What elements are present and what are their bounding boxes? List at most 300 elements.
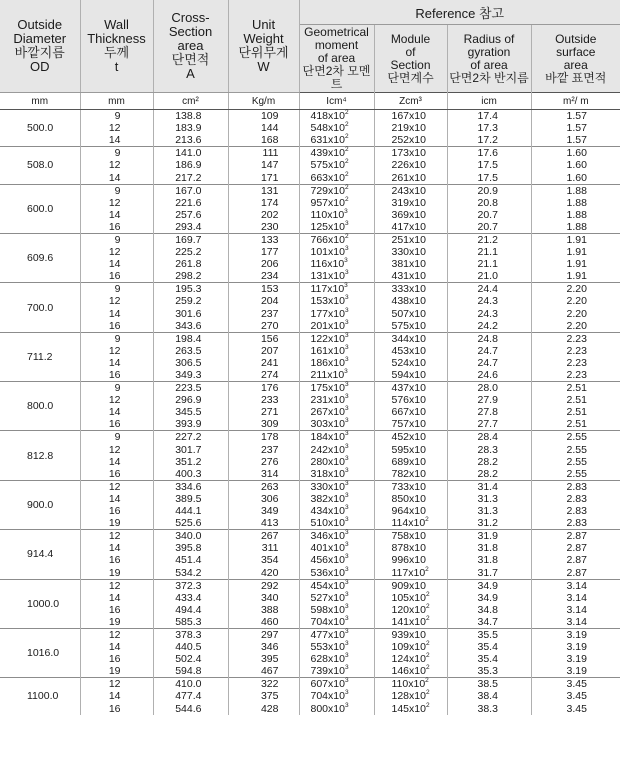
- outside-surface-area-cell: 3.19: [566, 641, 587, 654]
- radius-of-gyration-cell: 20.8: [447, 197, 531, 209]
- radius-of-gyration-cell: 31.2: [447, 517, 531, 530]
- geometrical-moment-cell: [299, 418, 374, 431]
- table-row: [0, 345, 620, 357]
- outside-surface-area-cell: 2.23: [566, 356, 587, 369]
- moment-exponent: 3: [344, 269, 349, 277]
- outside-surface-area-cell: 1.88: [566, 208, 587, 221]
- module-of-section-cell: [374, 209, 447, 221]
- outside-surface-area-cell: 2.55: [566, 455, 587, 468]
- table-row: [0, 678, 620, 691]
- wall-thickness-cell: 12: [80, 394, 153, 406]
- radius-of-gyration-cell: 24.3: [447, 295, 531, 307]
- radius-of-gyration-cell: 17.2: [447, 134, 531, 147]
- unit-weight-cell: 237: [228, 308, 299, 320]
- unit-label: icm: [447, 93, 531, 110]
- moment-exponent: 3: [344, 516, 349, 524]
- outside-surface-area-cell: 1.91: [566, 258, 587, 271]
- section-mantissa: 453x10: [391, 344, 426, 357]
- table-row: [0, 444, 620, 456]
- radius-of-gyration-cell: 34.9: [447, 579, 531, 592]
- geometrical-moment-cell: [299, 184, 374, 197]
- moment-mantissa: 122x10: [310, 332, 345, 345]
- section-mantissa: 758x10: [391, 530, 426, 543]
- moment-mantissa: 242x10: [310, 443, 345, 456]
- cross-section-area-cell: 296.9: [153, 394, 228, 406]
- outside-surface-area-cell: 2.55: [566, 443, 587, 456]
- moment-mantissa: 186x10: [310, 356, 345, 369]
- radius-of-gyration-cell: 21.2: [447, 233, 531, 246]
- module-of-section-cell: [374, 246, 447, 258]
- section-mantissa: 369x10: [391, 208, 426, 221]
- module-of-section-cell: [374, 270, 447, 283]
- moment-exponent: 2: [344, 232, 349, 240]
- section-mantissa: 167x10: [391, 110, 426, 123]
- geometrical-moment-cell: [299, 357, 374, 369]
- section-mantissa: 145x10: [391, 702, 426, 715]
- cross-section-area-cell: 301.6: [153, 308, 228, 320]
- module-of-section-cell: [374, 332, 447, 345]
- section-mantissa: 109x10: [391, 641, 426, 654]
- moment-exponent: 3: [344, 565, 349, 573]
- moment-exponent: 3: [344, 590, 349, 598]
- unit-weight-cell: 420: [228, 566, 299, 579]
- moment-mantissa: 704x10: [310, 615, 345, 628]
- unit-weight-cell: 147: [228, 159, 299, 171]
- section-mantissa: 251x10: [391, 233, 426, 246]
- wall-thickness-cell: 16: [80, 369, 153, 382]
- geometrical-moment-cell: [299, 579, 374, 592]
- section-mantissa: 595x10: [391, 443, 426, 456]
- unit-weight-cell: 346: [228, 641, 299, 653]
- cross-section-area-cell: 393.9: [153, 418, 228, 431]
- moment-exponent: 3: [344, 331, 349, 339]
- radius-of-gyration-cell: 31.7: [447, 566, 531, 579]
- units-row: [0, 93, 620, 110]
- cross-section-area-cell: 261.8: [153, 258, 228, 270]
- moment-mantissa: 766x10: [310, 233, 345, 246]
- moment-mantissa: 800x10: [310, 702, 345, 715]
- outside-diameter-cell: 1100.0: [0, 678, 80, 715]
- radius-of-gyration-cell: 20.7: [447, 209, 531, 221]
- table-row: [0, 184, 620, 197]
- cross-section-area-cell: 217.2: [153, 171, 228, 184]
- outside-diameter-cell: 1016.0: [0, 628, 80, 677]
- geometrical-moment-cell: [299, 134, 374, 147]
- radius-of-gyration-cell: 31.4: [447, 480, 531, 493]
- moment-mantissa: 477x10: [310, 628, 345, 641]
- unit-weight-cell: 133: [228, 233, 299, 246]
- wall-thickness-cell: 14: [80, 406, 153, 418]
- section-mantissa: 261x10: [391, 171, 426, 184]
- cross-section-area-cell: 477.4: [153, 690, 228, 702]
- radius-of-gyration-cell: 21.0: [447, 270, 531, 283]
- wall-thickness-cell: 9: [80, 184, 153, 197]
- wall-thickness-cell: 14: [80, 542, 153, 554]
- outside-surface-area-cell: 3.45: [566, 690, 587, 703]
- section-exponent: 2: [425, 602, 430, 610]
- table-row: [0, 431, 620, 444]
- cross-section-area-cell: 301.7: [153, 444, 228, 456]
- cross-section-area-cell: 141.0: [153, 147, 228, 160]
- radius-of-gyration-cell: 35.3: [447, 665, 531, 678]
- module-of-section-cell: [374, 592, 447, 604]
- moment-exponent: 2: [344, 121, 349, 129]
- cross-section-area-cell: 494.4: [153, 604, 228, 616]
- col-header-wall-thickness: Wall Thickness 두께 t: [80, 0, 153, 93]
- table-row: [0, 468, 620, 481]
- unit-weight-cell: 413: [228, 517, 299, 530]
- unit-weight-cell: 230: [228, 221, 299, 234]
- radius-of-gyration-cell: 35.4: [447, 653, 531, 665]
- moment-exponent: 3: [344, 553, 349, 561]
- outside-surface-area-cell: 1.60: [531, 147, 620, 160]
- unit-label: mm: [80, 93, 153, 110]
- module-of-section-cell: [374, 406, 447, 418]
- geometrical-moment-cell: [299, 641, 374, 653]
- section-mantissa: 689x10: [391, 455, 426, 468]
- cross-section-area-cell: 263.5: [153, 345, 228, 357]
- radius-of-gyration-cell: 31.9: [447, 530, 531, 543]
- wall-thickness-cell: 12: [80, 345, 153, 357]
- moment-mantissa: 401x10: [310, 542, 345, 555]
- moment-mantissa: 101x10: [310, 246, 345, 259]
- radius-of-gyration-cell: 17.3: [447, 122, 531, 134]
- table-row: [0, 394, 620, 406]
- wall-thickness-cell: 12: [80, 579, 153, 592]
- moment-exponent: 3: [344, 677, 349, 685]
- table-row: [0, 258, 620, 270]
- table-row: [0, 134, 620, 147]
- section-mantissa: 252x10: [391, 134, 426, 147]
- geometrical-moment-cell: [299, 517, 374, 530]
- geometrical-moment-cell: [299, 444, 374, 456]
- geometrical-moment-cell: [299, 171, 374, 184]
- moment-mantissa: 548x10: [310, 122, 345, 135]
- radius-of-gyration-cell: 27.9: [447, 394, 531, 406]
- geometrical-moment-cell: [299, 592, 374, 604]
- section-mantissa: 437x10: [391, 382, 426, 395]
- moment-exponent: 3: [344, 282, 348, 290]
- moment-exponent: 3: [344, 689, 349, 697]
- wall-thickness-cell: 9: [80, 110, 153, 123]
- outside-surface-area-cell: 3.14: [531, 579, 620, 592]
- section-mantissa: 850x10: [391, 492, 426, 505]
- moment-exponent: 2: [344, 133, 349, 141]
- module-of-section-cell: [374, 468, 447, 481]
- wall-thickness-cell: 9: [80, 382, 153, 395]
- section-mantissa: 319x10: [391, 196, 426, 209]
- wall-thickness-cell: 12: [80, 628, 153, 641]
- radius-of-gyration-cell: 20.7: [447, 221, 531, 234]
- table-row: [0, 592, 620, 604]
- unit-weight-cell: 340: [228, 592, 299, 604]
- geometrical-moment-cell: [299, 653, 374, 665]
- module-of-section-cell: [374, 258, 447, 270]
- unit-weight-cell: 241: [228, 357, 299, 369]
- cross-section-area-cell: 410.0: [153, 678, 228, 691]
- moment-exponent: 3: [344, 652, 349, 660]
- cross-section-area-cell: 259.2: [153, 295, 228, 307]
- moment-mantissa: 161x10: [310, 344, 345, 357]
- moment-exponent: 3: [344, 602, 349, 610]
- moment-exponent: 3: [344, 355, 349, 363]
- outside-surface-area-cell: 2.23: [566, 369, 587, 382]
- unit-weight-cell: 174: [228, 197, 299, 209]
- table-row: [0, 233, 620, 246]
- cross-section-area-cell: 345.5: [153, 406, 228, 418]
- wall-thickness-cell: 12: [80, 678, 153, 691]
- module-of-section-cell: [374, 665, 447, 678]
- section-mantissa: 757x10: [391, 418, 426, 431]
- outside-surface-area-cell: 3.45: [531, 678, 620, 691]
- wall-thickness-cell: 16: [80, 270, 153, 283]
- moment-exponent: 3: [344, 405, 349, 413]
- radius-of-gyration-cell: 38.3: [447, 703, 531, 715]
- outside-surface-area-cell: 2.51: [566, 418, 587, 431]
- moment-exponent: 3: [344, 343, 349, 351]
- radius-of-gyration-cell: 35.4: [447, 641, 531, 653]
- moment-exponent: 3: [344, 381, 349, 389]
- table-row: [0, 147, 620, 160]
- cross-section-area-cell: 221.6: [153, 197, 228, 209]
- moment-mantissa: 303x10: [310, 418, 345, 431]
- radius-of-gyration-cell: 24.7: [447, 345, 531, 357]
- section-mantissa: 575x10: [391, 319, 426, 332]
- table-row: [0, 197, 620, 209]
- wall-thickness-cell: 9: [80, 147, 153, 160]
- unit-weight-cell: 467: [228, 665, 299, 678]
- cross-section-area-cell: 525.6: [153, 517, 228, 530]
- section-mantissa: 124x10: [391, 653, 426, 666]
- section-exponent: 2: [425, 516, 429, 524]
- module-of-section-cell: [374, 456, 447, 468]
- module-of-section-cell: [374, 678, 447, 691]
- module-of-section-cell: [374, 382, 447, 395]
- module-of-section-cell: [374, 604, 447, 616]
- geometrical-moment-cell: [299, 505, 374, 517]
- table-row: [0, 690, 620, 702]
- outside-surface-area-cell: 2.55: [531, 431, 620, 444]
- radius-of-gyration-cell: 17.4: [447, 110, 531, 123]
- geometrical-moment-cell: [299, 295, 374, 307]
- table-row: [0, 554, 620, 566]
- module-of-section-cell: [374, 418, 447, 431]
- outside-surface-area-cell: 1.57: [566, 122, 587, 135]
- moment-exponent: 3: [344, 417, 349, 425]
- outside-surface-area-cell: 2.51: [566, 406, 587, 419]
- moment-exponent: 2: [344, 183, 349, 191]
- module-of-section-cell: [374, 703, 447, 715]
- unit-weight-cell: 375: [228, 690, 299, 702]
- cross-section-area-cell: 195.3: [153, 283, 228, 296]
- module-of-section-cell: [374, 431, 447, 444]
- section-mantissa: 594x10: [391, 369, 426, 382]
- section-mantissa: 226x10: [391, 159, 426, 172]
- cross-section-area-cell: 444.1: [153, 505, 228, 517]
- section-mantissa: 146x10: [391, 665, 426, 678]
- radius-of-gyration-cell: 17.6: [447, 147, 531, 160]
- cross-section-area-cell: 372.3: [153, 579, 228, 592]
- geometrical-moment-cell: [299, 703, 374, 715]
- cross-section-area-cell: 169.7: [153, 233, 228, 246]
- moment-exponent: 3: [344, 541, 349, 549]
- module-of-section-cell: [374, 394, 447, 406]
- outside-surface-area-cell: 3.14: [566, 591, 587, 604]
- cross-section-area-cell: 389.5: [153, 493, 228, 505]
- radius-of-gyration-cell: 34.9: [447, 592, 531, 604]
- moment-mantissa: 177x10: [310, 307, 345, 320]
- wall-thickness-cell: 14: [80, 209, 153, 221]
- moment-exponent: 3: [344, 614, 349, 622]
- geometrical-moment-cell: [299, 283, 374, 296]
- moment-mantissa: 280x10: [310, 455, 345, 468]
- table-row: [0, 159, 620, 171]
- module-of-section-cell: [374, 579, 447, 592]
- cross-section-area-cell: 349.3: [153, 369, 228, 382]
- outside-surface-area-cell: 1.88: [566, 196, 587, 209]
- wall-thickness-cell: 16: [80, 221, 153, 234]
- section-mantissa: 105x10: [391, 591, 426, 604]
- radius-of-gyration-cell: 34.7: [447, 616, 531, 629]
- module-of-section-cell: [374, 517, 447, 530]
- wall-thickness-cell: 14: [80, 134, 153, 147]
- outside-surface-area-cell: 2.20: [531, 283, 620, 296]
- section-mantissa: 996x10: [391, 554, 426, 567]
- table-row: [0, 456, 620, 468]
- moment-mantissa: 117x10: [310, 283, 345, 296]
- section-exponent: 2: [425, 590, 430, 598]
- cross-section-area-cell: 334.6: [153, 480, 228, 493]
- radius-of-gyration-cell: 38.4: [447, 690, 531, 702]
- cross-section-area-cell: 343.6: [153, 320, 228, 333]
- radius-of-gyration-cell: 31.8: [447, 554, 531, 566]
- moment-exponent: 3: [344, 529, 349, 537]
- outside-surface-area-cell: 2.23: [566, 344, 587, 357]
- unit-weight-cell: 202: [228, 209, 299, 221]
- moment-exponent: 2: [344, 109, 349, 117]
- geometrical-moment-cell: [299, 665, 374, 678]
- section-mantissa: 524x10: [391, 356, 426, 369]
- geometrical-moment-cell: [299, 233, 374, 246]
- table-row: [0, 566, 620, 579]
- geometrical-moment-cell: [299, 690, 374, 702]
- wall-thickness-cell: 12: [80, 159, 153, 171]
- outside-diameter-cell: 508.0: [0, 147, 80, 184]
- module-of-section-cell: [374, 122, 447, 134]
- cross-section-area-cell: 257.6: [153, 209, 228, 221]
- moment-mantissa: 439x10: [310, 147, 345, 160]
- table-row: [0, 641, 620, 653]
- moment-mantissa: 116x10: [310, 258, 345, 271]
- radius-of-gyration-cell: 31.3: [447, 493, 531, 505]
- module-of-section-cell: [374, 295, 447, 307]
- moment-mantissa: 510x10: [310, 517, 345, 530]
- moment-mantissa: 729x10: [310, 184, 345, 197]
- module-of-section-cell: [374, 283, 447, 296]
- radius-of-gyration-cell: 24.2: [447, 320, 531, 333]
- module-of-section-cell: [374, 134, 447, 147]
- radius-of-gyration-cell: 28.3: [447, 444, 531, 456]
- module-of-section-cell: [374, 653, 447, 665]
- section-exponent: 2: [425, 689, 430, 697]
- unit-weight-cell: 237: [228, 444, 299, 456]
- section-exponent: 2: [425, 614, 430, 622]
- section-mantissa: 333x10: [391, 283, 426, 296]
- section-mantissa: 381x10: [391, 258, 426, 271]
- radius-of-gyration-cell: 35.5: [447, 628, 531, 641]
- moment-exponent: 3: [344, 640, 349, 648]
- geometrical-moment-cell: [299, 159, 374, 171]
- unit-weight-cell: 204: [228, 295, 299, 307]
- cross-section-area-cell: 293.4: [153, 221, 228, 234]
- wall-thickness-cell: 14: [80, 258, 153, 270]
- outside-surface-area-cell: 1.88: [531, 184, 620, 197]
- unit-weight-cell: 274: [228, 369, 299, 382]
- col-header-radius-of-gyration: Radius of gyration of area 단면2차 반지름: [447, 25, 531, 93]
- table-row: [0, 122, 620, 134]
- moment-mantissa: 175x10: [310, 382, 345, 395]
- geometrical-moment-cell: [299, 197, 374, 209]
- unit-weight-cell: 177: [228, 246, 299, 258]
- cross-section-area-cell: 186.9: [153, 159, 228, 171]
- wall-thickness-cell: 12: [80, 246, 153, 258]
- unit-weight-cell: 267: [228, 530, 299, 543]
- wall-thickness-cell: 12: [80, 295, 153, 307]
- unit-weight-cell: 270: [228, 320, 299, 333]
- geometrical-moment-cell: [299, 209, 374, 221]
- moment-mantissa: 628x10: [310, 653, 345, 666]
- cross-section-area-cell: 138.8: [153, 110, 228, 123]
- outside-surface-area-cell: 2.83: [531, 480, 620, 493]
- section-mantissa: 438x10: [391, 295, 426, 308]
- table-row: [0, 357, 620, 369]
- geometrical-moment-cell: [299, 431, 374, 444]
- wall-thickness-cell: 14: [80, 456, 153, 468]
- geometrical-moment-cell: [299, 382, 374, 395]
- wall-thickness-cell: 16: [80, 604, 153, 616]
- table-row: [0, 653, 620, 665]
- table-row: [0, 418, 620, 431]
- wall-thickness-cell: 14: [80, 171, 153, 184]
- wall-thickness-cell: 9: [80, 233, 153, 246]
- table-row: [0, 517, 620, 530]
- wall-thickness-cell: 12: [80, 444, 153, 456]
- cross-section-area-cell: 198.4: [153, 332, 228, 345]
- unit-label: mm: [0, 93, 80, 110]
- geometrical-moment-cell: [299, 308, 374, 320]
- module-of-section-cell: [374, 530, 447, 543]
- moment-mantissa: 704x10: [310, 690, 345, 703]
- section-exponent: 2: [425, 677, 429, 685]
- geometrical-moment-cell: [299, 456, 374, 468]
- unit-weight-cell: 292: [228, 579, 299, 592]
- unit-weight-cell: 271: [228, 406, 299, 418]
- outside-surface-area-cell: 2.87: [566, 554, 587, 567]
- table-row: [0, 505, 620, 517]
- unit-weight-cell: 314: [228, 468, 299, 481]
- unit-weight-cell: 428: [228, 703, 299, 715]
- outside-surface-area-cell: 3.45: [566, 702, 587, 715]
- outside-diameter-cell: 812.8: [0, 431, 80, 480]
- outside-diameter-cell: 1000.0: [0, 579, 80, 628]
- outside-surface-area-cell: 3.19: [566, 653, 587, 666]
- cross-section-area-cell: 395.8: [153, 542, 228, 554]
- outside-surface-area-cell: 2.55: [566, 467, 587, 480]
- outside-surface-area-cell: 2.23: [531, 332, 620, 345]
- wall-thickness-cell: 16: [80, 418, 153, 431]
- cross-section-area-cell: 213.6: [153, 134, 228, 147]
- geometrical-moment-cell: [299, 493, 374, 505]
